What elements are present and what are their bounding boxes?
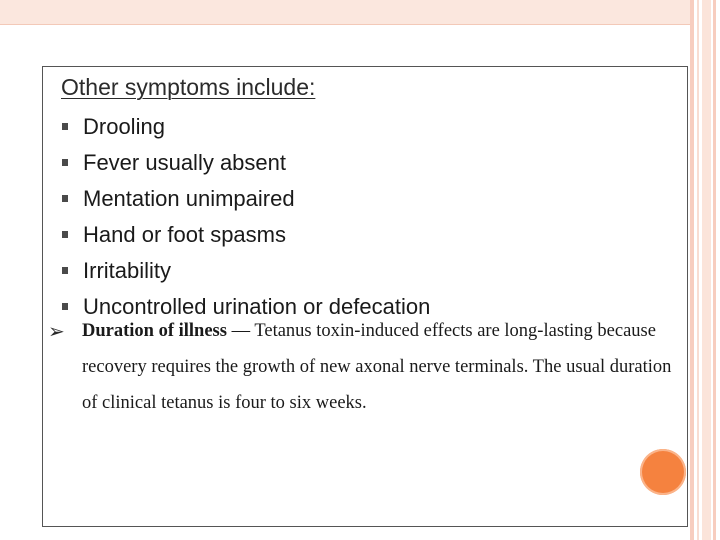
square-bullet-icon — [62, 159, 68, 166]
list-item-text: Irritability — [83, 258, 172, 283]
square-bullet-icon — [62, 267, 68, 274]
right-decor-stripe — [702, 0, 711, 540]
list-item — [62, 253, 430, 289]
square-bullet-icon — [62, 123, 68, 130]
paragraph-text: — Tetanus toxin-induced effects are long-lasting because recovery requires the growth of new axonal nerve terminals. The usual duration of clinical tetanus is four to six weeks. — [82, 321, 672, 413]
right-decor-stripe — [690, 0, 694, 540]
list-item — [62, 109, 430, 145]
paragraph-body — [82, 313, 682, 421]
list-item — [62, 181, 430, 217]
right-decor-stripe — [697, 0, 699, 540]
list-item-text: Uncontrolled urination or defecation — [83, 294, 431, 319]
slide-heading: Other symptoms include: — [61, 74, 316, 100]
paragraph-term: Duration of illness — [82, 321, 227, 341]
duration-paragraph — [48, 313, 678, 421]
list-item-text: Fever usually absent — [83, 150, 286, 175]
square-bullet-icon — [62, 303, 68, 310]
arrow-bullet-icon: ➢ — [48, 319, 65, 343]
top-decor-band — [0, 0, 690, 24]
decorative-circle-icon — [640, 449, 686, 495]
list-item-text: Mentation unimpaired — [83, 186, 295, 211]
top-decor-line — [0, 24, 690, 25]
list-item-text: Hand or foot spasms — [83, 222, 286, 247]
list-item — [62, 145, 430, 181]
square-bullet-icon — [62, 195, 68, 202]
list-item — [62, 217, 430, 253]
symptom-list — [62, 109, 430, 325]
right-decor-stripe — [713, 0, 716, 540]
square-bullet-icon — [62, 231, 68, 238]
list-item-text: Drooling — [83, 114, 165, 139]
